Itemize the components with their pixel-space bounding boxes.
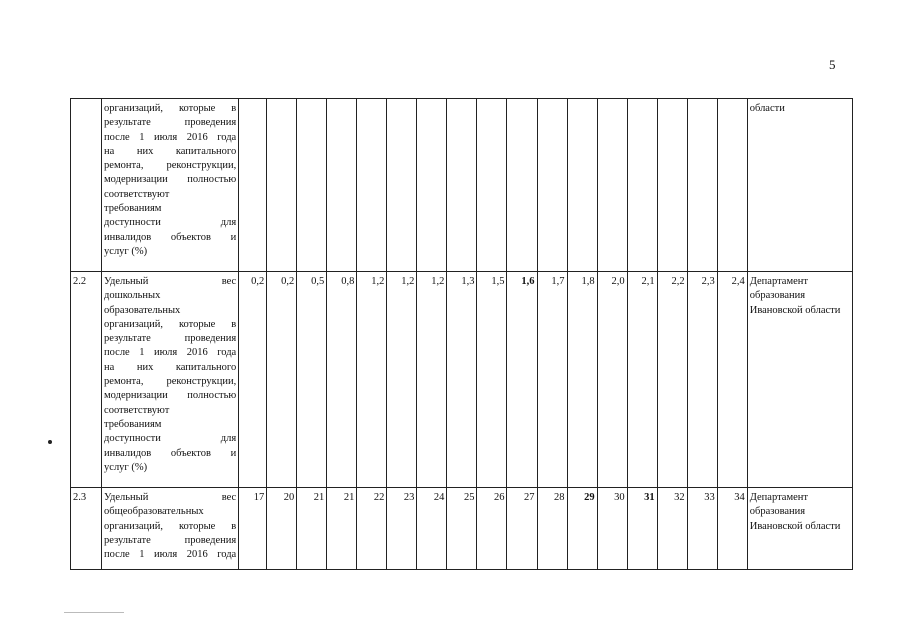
description-line: услуг (%) bbox=[104, 245, 148, 257]
table-row bbox=[71, 272, 853, 488]
description-line: инвалидов объектов и bbox=[104, 231, 237, 243]
year-value-cell: 34 bbox=[717, 488, 747, 570]
scan-dot-mark bbox=[48, 440, 52, 444]
year-value-cell: 2,4 bbox=[717, 272, 747, 488]
year-value-cell: 2,3 bbox=[687, 272, 717, 488]
year-value-cell: 2,1 bbox=[627, 272, 657, 488]
description-line: модернизации полностью bbox=[104, 390, 237, 402]
year-value-cell bbox=[477, 99, 507, 272]
description-line: общеобразовательных bbox=[104, 506, 204, 518]
year-value-cell: 1,8 bbox=[567, 272, 597, 488]
year-value-cell: 1,7 bbox=[537, 272, 567, 488]
year-value-cell bbox=[567, 99, 597, 272]
year-value-cell bbox=[627, 99, 657, 272]
year-value-cell: 17 bbox=[239, 488, 267, 570]
description-line: соответствуют bbox=[104, 404, 170, 416]
year-value-cell bbox=[297, 99, 327, 272]
table-row bbox=[71, 488, 853, 570]
description-line: результате проведения bbox=[104, 117, 237, 129]
year-value-cell: 33 bbox=[687, 488, 717, 570]
row-number-cell: 2.2 bbox=[71, 272, 102, 488]
description-line: после 1 июля 2016 года bbox=[104, 549, 237, 561]
year-value-cell: 1,2 bbox=[387, 272, 417, 488]
row-number-cell bbox=[71, 99, 102, 272]
indicator-description-cell bbox=[102, 99, 239, 272]
year-value-cell bbox=[417, 99, 447, 272]
description-line: ремонта, реконструкции, bbox=[104, 376, 237, 388]
year-value-cell: 22 bbox=[357, 488, 387, 570]
year-value-cell bbox=[687, 99, 717, 272]
year-value-cell: 28 bbox=[537, 488, 567, 570]
year-value-cell: 2,2 bbox=[657, 272, 687, 488]
year-value-cell: 25 bbox=[447, 488, 477, 570]
year-value-cell bbox=[387, 99, 417, 272]
row-number-cell: 2.3 bbox=[71, 488, 102, 570]
year-value-cell bbox=[357, 99, 387, 272]
description-line: модернизации полностью bbox=[104, 174, 237, 186]
year-value-cell: 29 bbox=[567, 488, 597, 570]
description-line: доступности для bbox=[104, 433, 237, 445]
description-line: ремонта, реконструкции, bbox=[104, 160, 237, 172]
description-line: образовательных bbox=[104, 304, 181, 316]
indicator-description-cell bbox=[102, 488, 239, 570]
year-value-cell: 1,6 bbox=[507, 272, 537, 488]
year-value-cell: 21 bbox=[327, 488, 357, 570]
year-value-cell: 31 bbox=[627, 488, 657, 570]
description-line: результате проведения bbox=[104, 534, 237, 546]
executor-cell: области bbox=[747, 99, 852, 272]
description-line: Удельный вес bbox=[104, 492, 237, 503]
year-value-cell: 1,2 bbox=[417, 272, 447, 488]
year-value-cell bbox=[447, 99, 477, 272]
description-line: доступности для bbox=[104, 217, 237, 229]
indicator-table-body bbox=[71, 99, 853, 570]
year-value-cell bbox=[327, 99, 357, 272]
description-line: организаций, которые в bbox=[104, 103, 237, 114]
scan-artifact-line bbox=[64, 612, 124, 613]
description-line: результате проведения bbox=[104, 333, 237, 345]
year-value-cell: 2,0 bbox=[597, 272, 627, 488]
description-line: после 1 июля 2016 года bbox=[104, 347, 237, 359]
year-value-cell: 24 bbox=[417, 488, 447, 570]
year-value-cell: 30 bbox=[597, 488, 627, 570]
year-value-cell: 1,5 bbox=[477, 272, 507, 488]
indicator-description-cell bbox=[102, 272, 239, 488]
description-line: организаций, которые в bbox=[104, 520, 237, 532]
description-line: на них капитального bbox=[104, 145, 237, 157]
year-value-cell: 20 bbox=[267, 488, 297, 570]
year-value-cell: 1,2 bbox=[357, 272, 387, 488]
table-row bbox=[71, 99, 853, 272]
description-line: Удельный вес bbox=[104, 276, 237, 287]
executor-cell: Департамент образования Ивановской области bbox=[747, 488, 852, 570]
year-value-cell bbox=[717, 99, 747, 272]
year-value-cell: 0,2 bbox=[267, 272, 297, 488]
year-value-cell bbox=[657, 99, 687, 272]
description-line: требованиям bbox=[104, 418, 162, 430]
year-value-cell: 27 bbox=[507, 488, 537, 570]
year-value-cell: 0,8 bbox=[327, 272, 357, 488]
description-line: организаций, которые в bbox=[104, 318, 237, 330]
description-line: соответствуют bbox=[104, 188, 170, 200]
description-line: после 1 июля 2016 года bbox=[104, 131, 237, 143]
year-value-cell bbox=[507, 99, 537, 272]
description-line: инвалидов объектов и bbox=[104, 447, 237, 459]
year-value-cell: 0,5 bbox=[297, 272, 327, 488]
year-value-cell bbox=[537, 99, 567, 272]
year-value-cell: 32 bbox=[657, 488, 687, 570]
year-value-cell bbox=[267, 99, 297, 272]
year-value-cell: 21 bbox=[297, 488, 327, 570]
indicator-table bbox=[70, 98, 853, 570]
year-value-cell: 0,2 bbox=[239, 272, 267, 488]
description-line: услуг (%) bbox=[104, 461, 148, 473]
year-value-cell: 1,3 bbox=[447, 272, 477, 488]
description-line: дошкольных bbox=[104, 290, 161, 302]
year-value-cell bbox=[239, 99, 267, 272]
year-value-cell: 23 bbox=[387, 488, 417, 570]
page-number: 5 bbox=[829, 57, 836, 72]
year-value-cell: 26 bbox=[477, 488, 507, 570]
year-value-cell bbox=[597, 99, 627, 272]
description-line: требованиям bbox=[104, 203, 162, 215]
description-line: на них капитального bbox=[104, 361, 237, 373]
executor-cell: Департамент образования Ивановской области bbox=[747, 272, 852, 488]
